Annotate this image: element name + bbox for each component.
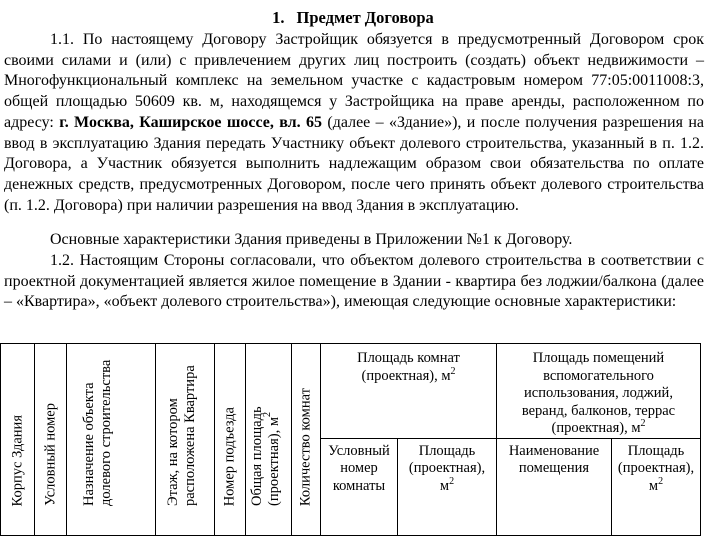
rooms-area-group-header: Площадь комнат (проектная), $м^2$ <box>321 344 497 439</box>
clause-1-1-text-end: (далее – «Здание»), и после получения разрешения на ввод в эксплуатацию Здания передать Участнику объект долевого строительства, указанный в п. 1.2. Договора, а Участник обязуется выполнить надлежащим образом свои обязательства по оплате денежных средств, предусмотренных Договором, после чего принять объект долевого строительства (п. 1.2. Договора) при наличии разрешения на ввод Здания в эксплуатацию. <box>4 113 705 214</box>
room-area-header: Площадь (проектная), $м^2$ <box>398 438 497 535</box>
col-building-header: Корпус Здания <box>1 344 35 536</box>
clause-1-1 <box>4 30 704 216</box>
col-room-count-header: Количество комнат <box>292 344 321 536</box>
section-heading <box>0 8 706 28</box>
col-floor-header: Этаж, на котором расположена Квартира <box>156 344 215 536</box>
col-total-area-header: Общая площадь (проектная), $м^2$ <box>246 344 292 536</box>
aux-room-name-header: Наименование помещения <box>497 438 612 535</box>
room-number-header: Условный номер комнаты <box>321 438 398 535</box>
clause-1-2: 1.2. Настоящим Стороны согласовали, что объектом долевого строительства в соответствии с проектной документацией является жилое помещение в Здании - квартира без лоджии/балкона (далее – «Квартира», «объект долевого строительства»), имеющая следующие основные характеристики: <box>4 252 704 311</box>
characteristics-table <box>0 343 701 536</box>
aux-area-group-header: Площадь помещений вспомогательного использования, лоджий, веранд, балконов, террас (проектная), $м^2$ <box>497 344 701 439</box>
col-entrance-header: Номер подъезда <box>215 344 246 536</box>
clause-1-1-text-start: 1.1. По настоящему Договору Застройщик обязуется в предусмотренный Договором срок своими силами и (или) с привлечением других лиц построить (создать) объект недвижимости – Многофункциональный комплекс на земельном участке с кадастровым номером 77:05:0011008:3, общей площадью 50609 кв. м, находящемся у Застройщика на праве аренды, расположенном по адресу: <box>4 31 704 131</box>
col-purpose-header: Назначение объекта долевого строительства <box>67 344 156 536</box>
aux-room-area-header: Площадь (проектная), $м^2$ <box>612 438 701 535</box>
property-address: г. Москва, Каширское шоссе, вл. 65 <box>59 113 323 131</box>
col-conditional-number-header: Условный номер <box>35 344 67 536</box>
appendix-note: Основные характеристики Здания приведены в Приложении №1 к Договору. <box>50 231 573 248</box>
section-title: Предмет Договора <box>296 8 434 27</box>
section-number: 1. <box>272 8 285 27</box>
